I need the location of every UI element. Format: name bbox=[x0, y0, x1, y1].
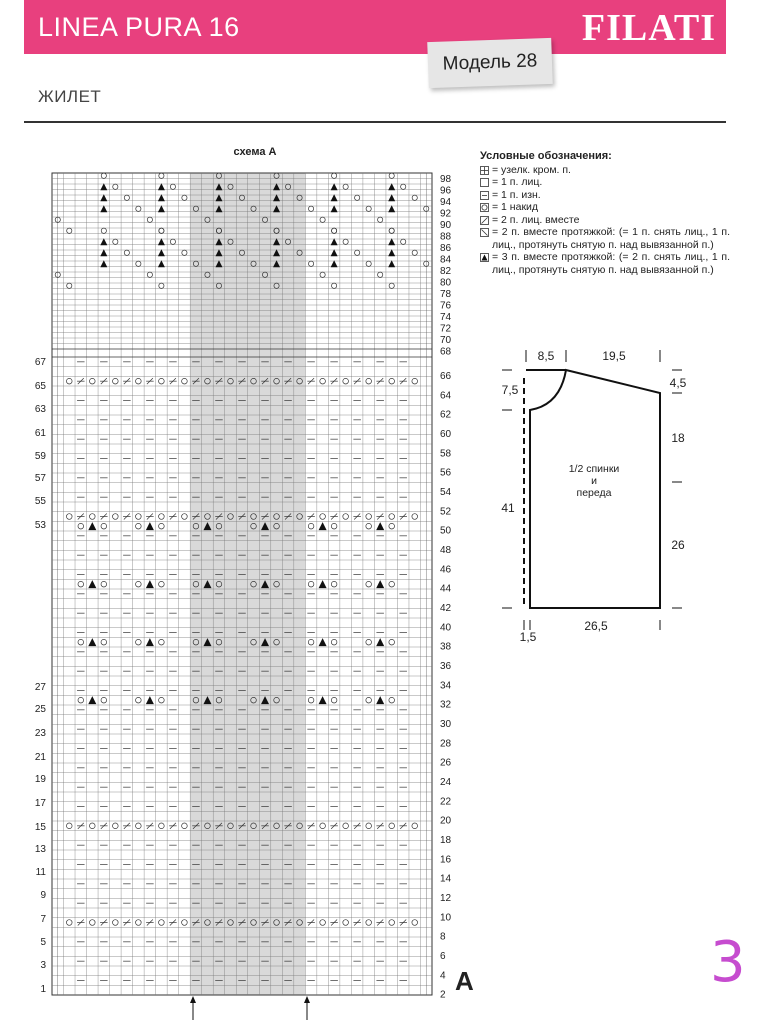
row-number-right: 32 bbox=[440, 699, 452, 711]
row-number-left: 13 bbox=[34, 844, 46, 855]
row-number-left: 23 bbox=[34, 728, 46, 739]
row-number-right: 14 bbox=[440, 873, 452, 885]
dim-side: 26 bbox=[671, 538, 685, 552]
legend-item-text: = 3 п. вместе протяжкой: (= 2 п. снять лиц., 1 п. лиц., протянуть снятую п. над вывязанной п.) bbox=[492, 251, 730, 276]
row-number-left: 67 bbox=[34, 357, 46, 368]
dim-width: 26,5 bbox=[584, 619, 608, 633]
legend-item-text: = 1 п. лиц. bbox=[492, 176, 543, 188]
legend-item-text: = 1 п. изн. bbox=[492, 188, 541, 201]
page-number: 3 bbox=[710, 930, 746, 995]
row-number-left: 3 bbox=[40, 960, 46, 971]
row-number-right: 74 bbox=[440, 312, 452, 323]
legend-heading: Условные обозначения: bbox=[480, 150, 612, 162]
row-number-right: 10 bbox=[440, 912, 452, 924]
row-number-left: 25 bbox=[34, 704, 46, 715]
garment-title: ЖИЛЕТ bbox=[38, 87, 102, 106]
row-number-left: 9 bbox=[40, 890, 46, 901]
legend-item-text: = 2 п. вместе протяжкой: (= 1 п. снять лиц., 1 п. лиц., протянуть снятую п. над вывязанной п.) bbox=[492, 226, 730, 251]
row-number-left: 53 bbox=[34, 520, 46, 531]
row-number-left: 21 bbox=[34, 752, 46, 763]
row-number-right: 34 bbox=[440, 680, 452, 692]
row-number-right: 90 bbox=[440, 220, 452, 231]
row-number-right: 82 bbox=[440, 266, 452, 277]
dim-center-ext: 1,5 bbox=[519, 630, 537, 644]
row-number-left: 55 bbox=[34, 496, 46, 507]
row-number-right: 40 bbox=[440, 622, 452, 634]
legend-item-text: = 1 накид bbox=[492, 201, 539, 213]
magazine-title: LINEA PURA 16 bbox=[38, 12, 240, 42]
row-number-left: 59 bbox=[34, 451, 46, 462]
piece-label-2: и bbox=[591, 475, 597, 487]
row-number-right: 52 bbox=[440, 506, 452, 518]
row-number-right: 76 bbox=[440, 300, 452, 312]
row-number-right: 70 bbox=[440, 335, 452, 346]
row-number-right: 98 bbox=[440, 174, 452, 185]
row-number-right: 38 bbox=[440, 641, 452, 653]
row-number-left: 7 bbox=[40, 914, 46, 925]
row-number-right: 64 bbox=[440, 390, 452, 402]
row-number-right: 42 bbox=[440, 603, 452, 614]
row-number-right: 48 bbox=[440, 545, 452, 556]
row-number-right: 86 bbox=[440, 243, 452, 254]
row-number-right: 30 bbox=[440, 719, 452, 730]
dim-armhole: 18 bbox=[671, 431, 685, 445]
row-number-right: 78 bbox=[440, 289, 452, 300]
row-number-right: 20 bbox=[440, 815, 452, 827]
dim-shoulder-neck: 8,5 bbox=[537, 349, 555, 363]
piece-label-1: 1/2 спинки bbox=[568, 463, 620, 475]
legend-item-text: = 2 п. лиц. вместе bbox=[492, 213, 580, 226]
row-number-left: 1 bbox=[40, 984, 46, 995]
row-number-right: 96 bbox=[440, 185, 452, 197]
row-number-right: 24 bbox=[440, 777, 452, 788]
chart-label: A bbox=[455, 966, 474, 996]
row-number-right: 36 bbox=[440, 661, 452, 672]
row-number-right: 26 bbox=[440, 757, 452, 769]
piece-label-3: переда bbox=[576, 487, 612, 499]
row-number-right: 94 bbox=[440, 197, 452, 208]
model-label: Модель 28 bbox=[442, 50, 538, 75]
row-number-left: 65 bbox=[34, 381, 46, 392]
row-number-right: 68 bbox=[440, 346, 452, 358]
row-number-right: 16 bbox=[440, 854, 452, 866]
row-number-left: 5 bbox=[40, 937, 46, 948]
row-number-right: 84 bbox=[440, 254, 452, 266]
row-number-right: 6 bbox=[440, 951, 446, 962]
row-number-left: 63 bbox=[34, 404, 46, 415]
row-number-right: 92 bbox=[440, 208, 452, 220]
row-number-right: 72 bbox=[440, 323, 452, 335]
row-number-left: 27 bbox=[34, 682, 46, 693]
row-number-right: 80 bbox=[440, 277, 452, 289]
row-number-right: 18 bbox=[440, 835, 452, 846]
row-number-left: 61 bbox=[34, 428, 46, 439]
row-number-right: 62 bbox=[440, 409, 452, 421]
dim-shoulder-drop: 4,5 bbox=[669, 376, 687, 390]
dim-neck-depth: 7,5 bbox=[501, 383, 519, 397]
row-number-right: 54 bbox=[440, 487, 452, 498]
row-number-left: 17 bbox=[34, 798, 46, 809]
row-number-right: 56 bbox=[440, 467, 452, 479]
row-number-right: 22 bbox=[440, 796, 452, 808]
legend-item-text: = узелк. кром. п. bbox=[492, 163, 571, 176]
row-number-right: 2 bbox=[440, 989, 446, 1001]
row-number-right: 8 bbox=[440, 931, 446, 943]
row-number-left: 11 bbox=[35, 867, 46, 878]
brand-logo: FILATI bbox=[581, 7, 716, 49]
row-number-right: 88 bbox=[440, 231, 452, 243]
row-number-right: 50 bbox=[440, 525, 452, 537]
chart-title: схема А bbox=[233, 146, 277, 158]
dim-length: 41 bbox=[501, 501, 515, 515]
row-number-right: 12 bbox=[440, 893, 452, 904]
dim-shoulder: 19,5 bbox=[602, 349, 626, 363]
row-number-right: 58 bbox=[440, 448, 452, 460]
row-number-right: 66 bbox=[440, 371, 452, 382]
row-number-left: 19 bbox=[34, 774, 46, 785]
row-number-left: 57 bbox=[34, 473, 46, 484]
row-number-right: 28 bbox=[440, 738, 452, 750]
row-number-right: 44 bbox=[440, 583, 452, 595]
row-number-left: 15 bbox=[34, 822, 46, 833]
row-number-right: 46 bbox=[440, 564, 452, 576]
row-number-right: 60 bbox=[440, 429, 452, 440]
row-number-right: 4 bbox=[440, 970, 446, 982]
